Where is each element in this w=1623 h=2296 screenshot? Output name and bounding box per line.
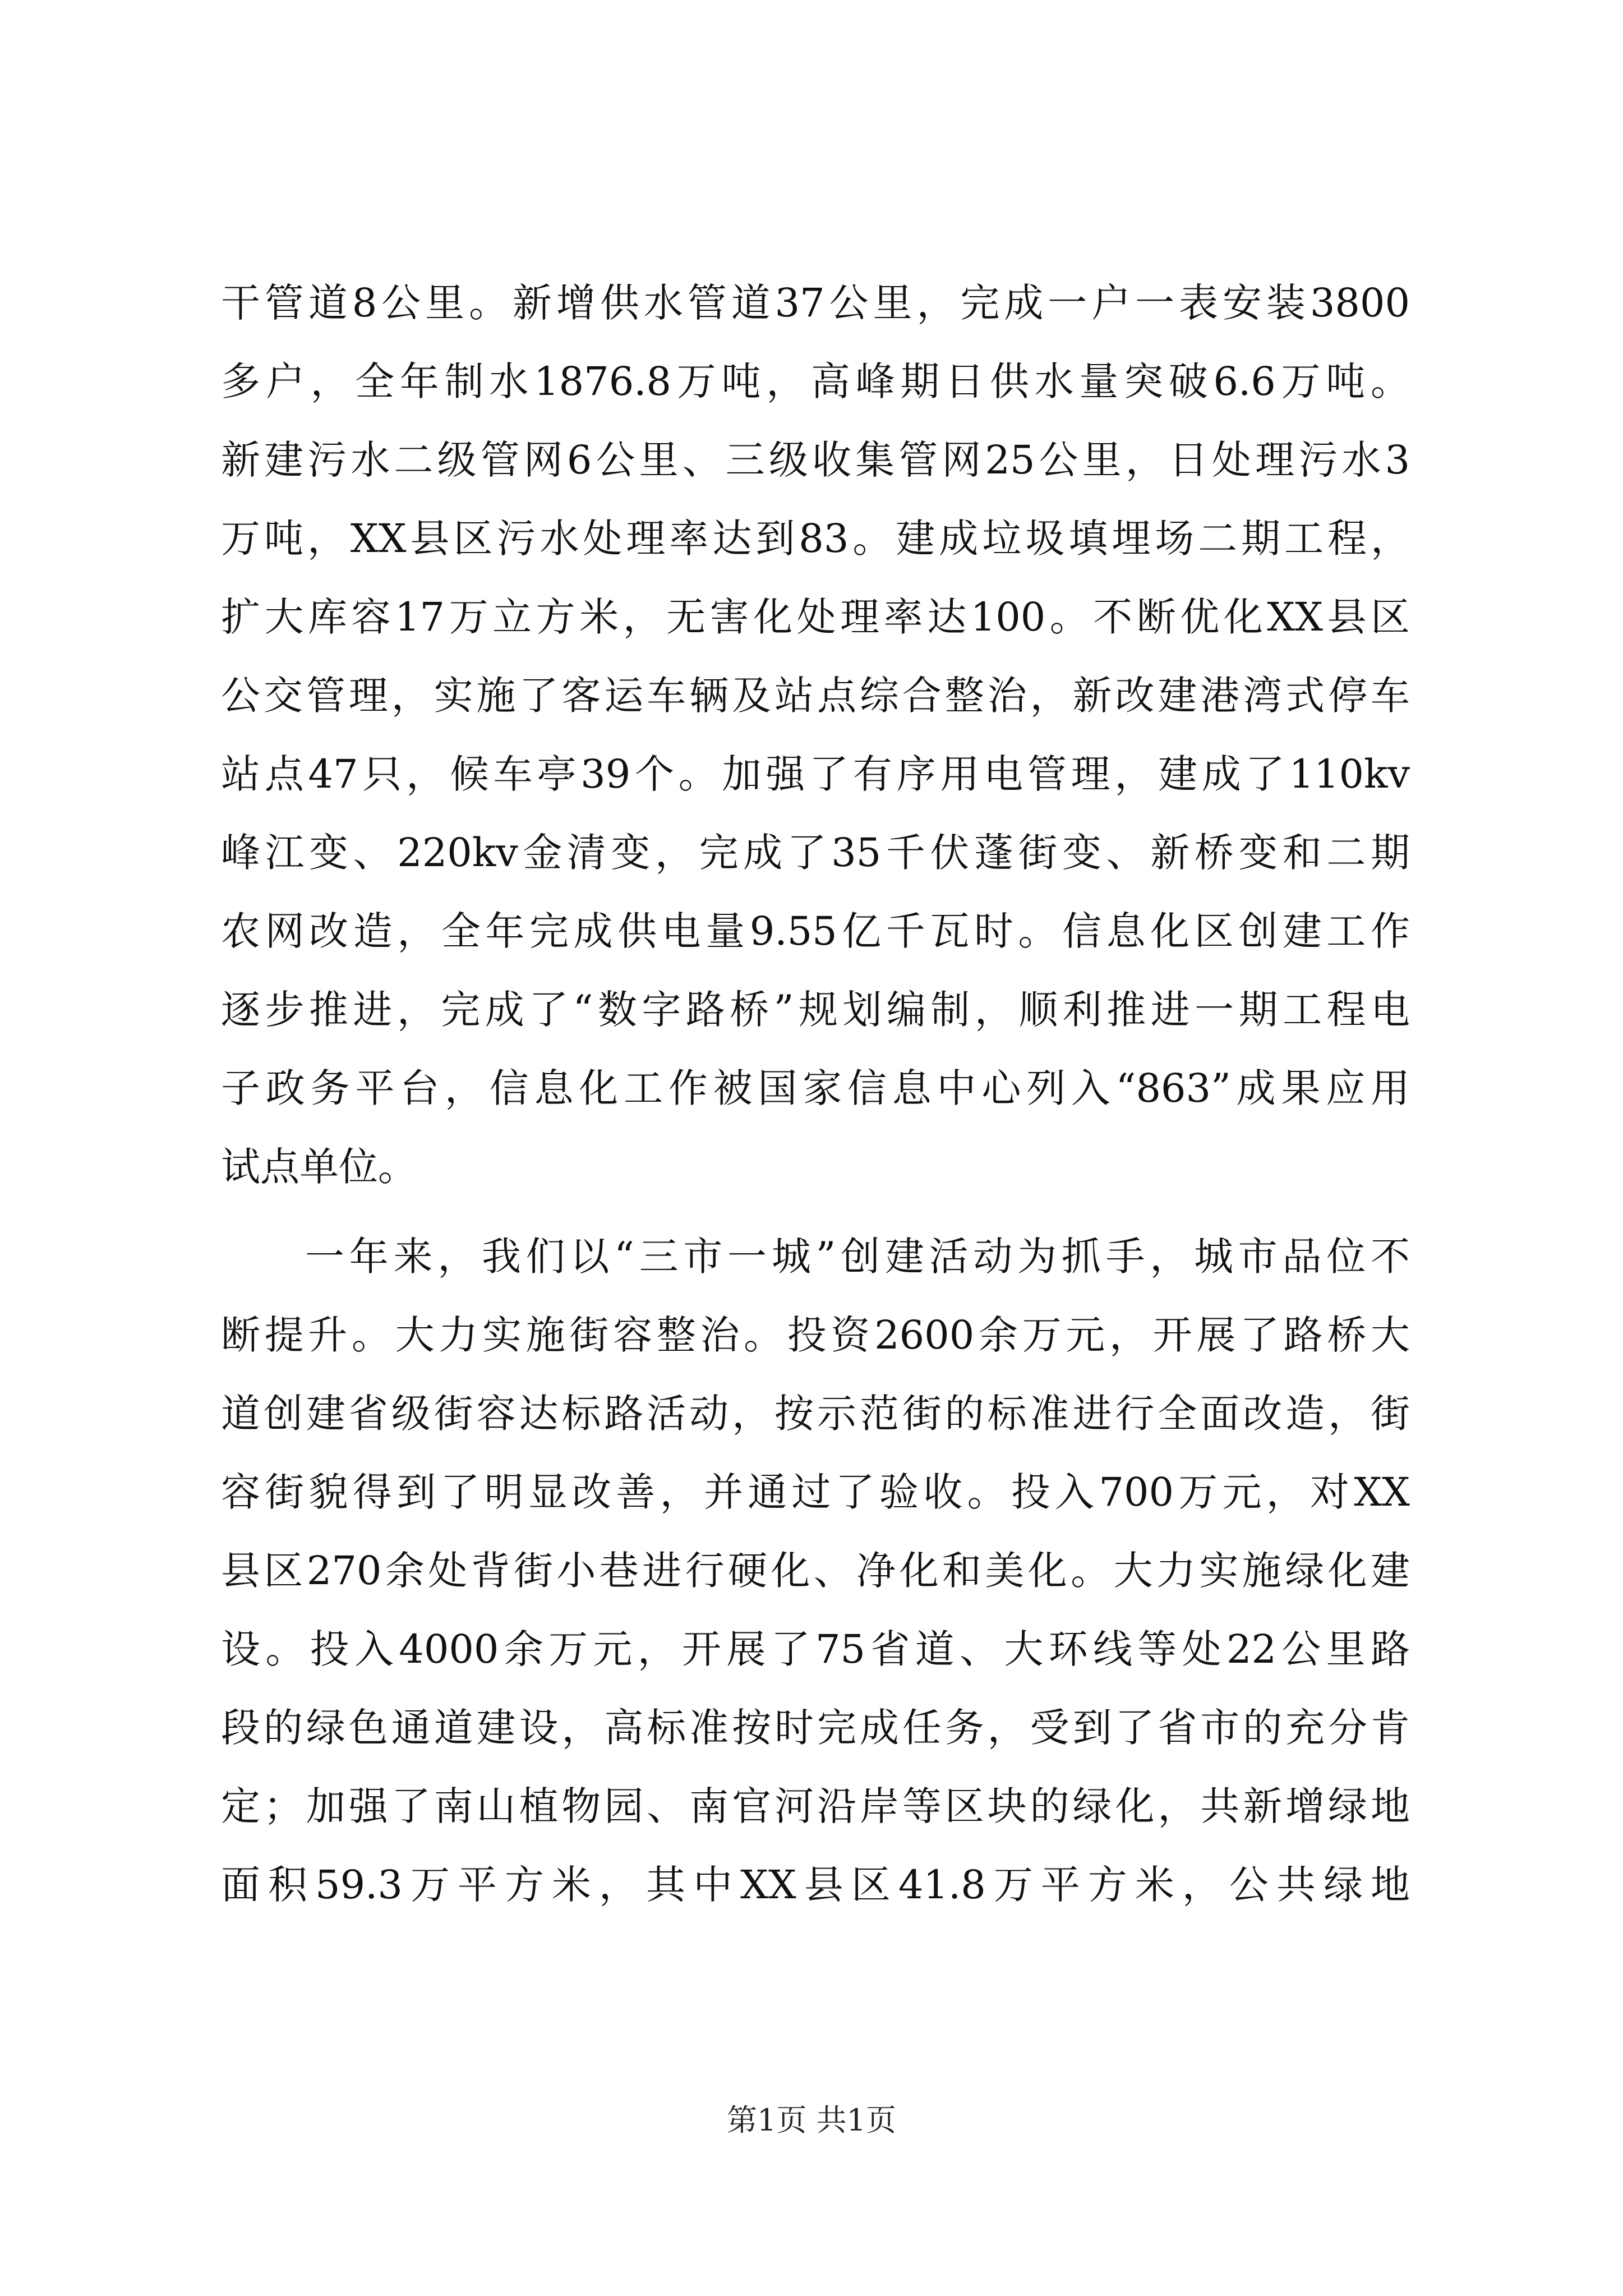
paragraph-1 [221,264,1410,1206]
text-line: 干管道8公里。新增供水管道37公里，完成一户一表安装3800 [221,280,1410,326]
text-line: 容街貌得到了明显改善，并通过了验收。投入700万元，对XX [221,1469,1410,1515]
paragraph-gap [221,1206,1410,1217]
text-line: 设。投入4000余万元，开展了75省道、大环线等处22公里路 [221,1626,1410,1672]
page-footer: 第1页 共1页 [727,2102,896,2138]
text-line: 公交管理，实施了客运车辆及站点综合整治，新改建港湾式停车 [221,673,1410,719]
text-line: 试点单位。 [221,1144,417,1190]
text-line: 新建污水二级管网6公里、三级收集管网25公里，日处理污水3 [221,437,1410,483]
paragraph-2 [221,1217,1410,1924]
text-line: 一年来，我们以“三市一城”创建活动为抓手，城市品位不 [305,1234,1410,1280]
text-line: 多户，全年制水1876.8万吨，高峰期日供水量突破6.6万吨。 [221,358,1410,404]
text-line: 段的绿色通道建设，高标准按时完成任务，受到了省市的充分肯 [221,1705,1410,1751]
text-line: 道创建省级街容达标路活动，按示范街的标准进行全面改造，街 [221,1391,1410,1437]
text-line: 万吨，XX县区污水处理率达到83。建成垃圾填埋场二期工程， [221,516,1410,562]
text-line: 站点47只，候车亭39个。加强了有序用电管理，建成了110kv [221,751,1410,797]
text-line: 逐步推进，完成了“数字路桥”规划编制，顺利推进一期工程电 [221,987,1410,1033]
text-line: 定；加强了南山植物园、南官河沿岸等区块的绿化，共新增绿地 [221,1783,1410,1829]
text-line: 断提升。大力实施街容整治。投资2600余万元，开展了路桥大 [221,1312,1410,1358]
text-line: 农网改造，全年完成供电量9.55亿千瓦时。信息化区创建工作 [221,908,1410,954]
document-body [221,264,1410,1924]
text-line: 县区270余处背街小巷进行硬化、净化和美化。大力实施绿化建 [221,1548,1410,1594]
text-line: 扩大库容17万立方米，无害化处理率达100。不断优化XX县区 [221,594,1410,640]
text-line: 子政务平台，信息化工作被国家信息中心列入“863”成果应用 [221,1065,1410,1111]
text-line: 峰江变、220kv金清变，完成了35千伏蓬街变、新桥变和二期 [221,830,1410,876]
text-line: 面积59.3万平方米，其中XX县区41.8万平方米，公共绿地 [221,1862,1410,1908]
